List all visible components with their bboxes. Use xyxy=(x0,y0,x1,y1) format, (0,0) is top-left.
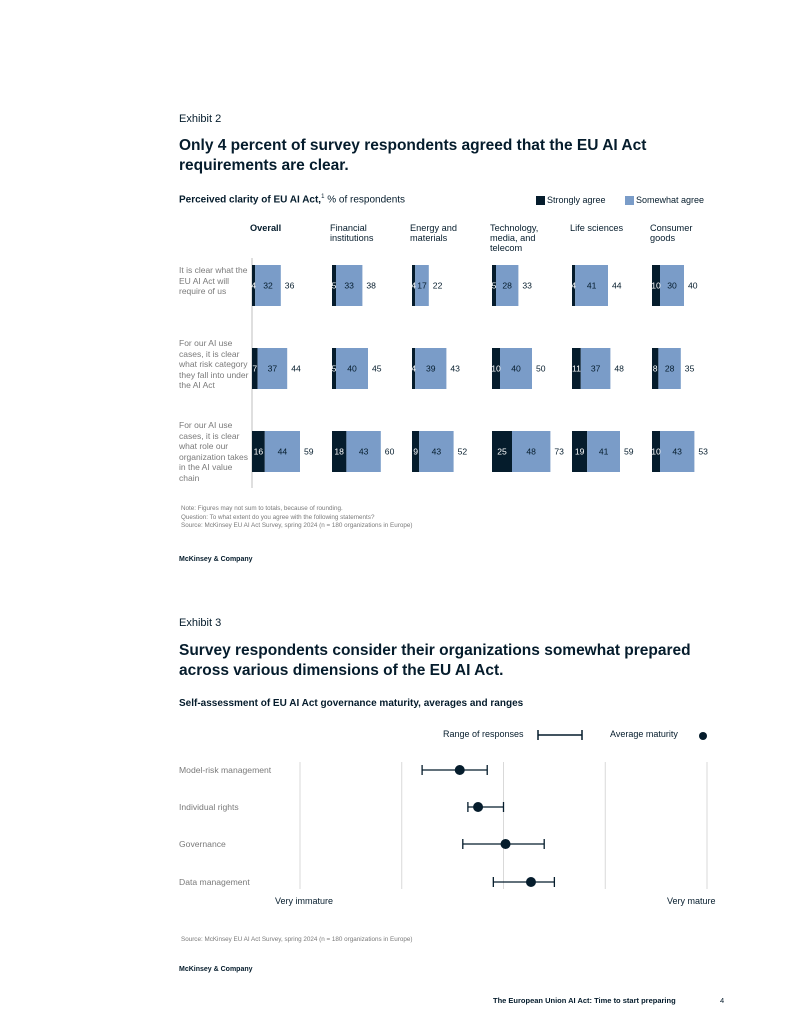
bar-label-strongly: 8 xyxy=(652,363,658,374)
legend-label: Somewhat agree xyxy=(636,195,705,205)
axis-label-right: Very mature xyxy=(667,896,716,906)
bar-label-strongly: 4 xyxy=(251,280,256,291)
bar-label-strongly: 19 xyxy=(574,446,585,457)
column-header: Consumer goods xyxy=(650,223,693,243)
bar-label-total: 50 xyxy=(536,363,546,374)
bar-label-strongly: 4 xyxy=(411,363,416,374)
bar-label-somewhat: 37 xyxy=(590,363,601,374)
bar-label-somewhat: 44 xyxy=(277,446,288,457)
bar-label-total: 22 xyxy=(432,280,443,291)
bar-label-somewhat: 43 xyxy=(358,446,369,457)
bar-label-total: 48 xyxy=(614,363,624,374)
maturity-row-label: Individual rights xyxy=(179,802,239,812)
average-dot xyxy=(526,877,536,887)
chart-subtitle-footnote: 1 xyxy=(321,194,325,200)
bar-label-total: 59 xyxy=(304,446,314,457)
bar-label-somewhat: 43 xyxy=(431,446,442,457)
brand-logo-text: McKinsey & Company xyxy=(179,966,253,973)
bar-label-somewhat: 17 xyxy=(417,280,427,291)
axis-label-left: Very immature xyxy=(275,896,334,906)
bar-label-strongly: 5 xyxy=(491,280,497,291)
exhibit-3-note: Source: McKinsey EU AI Act Survey, spring 2024 (n = 180 organizations in Europe) xyxy=(181,936,413,943)
bar-label-somewhat: 41 xyxy=(586,280,597,291)
bar-label-somewhat: 37 xyxy=(267,363,278,374)
brand-logo-text: McKinsey & Company xyxy=(179,556,253,563)
bar-label-total: 53 xyxy=(698,446,708,457)
bar-label-strongly: 25 xyxy=(497,446,507,457)
bar-label-total: 40 xyxy=(688,280,698,291)
bar-label-somewhat: 32 xyxy=(263,280,273,291)
bar-label-total: 38 xyxy=(366,280,376,291)
bar-label-strongly: 4 xyxy=(571,280,576,291)
exhibit-2-label: Exhibit 2 xyxy=(179,113,222,125)
bar-label-somewhat: 48 xyxy=(526,446,536,457)
bar-label-strongly: 10 xyxy=(651,280,661,291)
bar-label-total: 36 xyxy=(284,280,295,291)
average-dot xyxy=(455,765,465,775)
chart-subtitle-bold: Perceived clarity of EU AI Act, xyxy=(179,194,322,206)
maturity-row-label: Model-risk management xyxy=(179,765,272,775)
average-dot xyxy=(501,839,511,849)
bar-label-strongly: 5 xyxy=(331,363,337,374)
bar-label-total: 60 xyxy=(384,446,395,457)
bar-label-somewhat: 28 xyxy=(664,363,675,374)
bar-label-total: 44 xyxy=(291,363,301,374)
note-line: Question: To what extent do you agree with the following statements? xyxy=(181,513,375,521)
bar-label-strongly: 4 xyxy=(411,280,416,291)
column-header: Energy and materials xyxy=(410,223,457,243)
bar-label-strongly: 18 xyxy=(334,446,344,457)
bar-label-somewhat: 40 xyxy=(511,363,521,374)
bar-label-strongly: 10 xyxy=(651,446,661,457)
bar-label-strongly: 7 xyxy=(252,363,258,374)
exhibit-2-title: Only 4 percent of survey respondents agreed that the EU AI Act requirements are clear. xyxy=(179,137,647,174)
exhibit-3-label: Exhibit 3 xyxy=(179,617,222,629)
column-header: Financial institutions xyxy=(330,223,374,243)
column-header: Overall xyxy=(250,223,282,233)
page-number: 4 xyxy=(720,996,725,1005)
bar-label-strongly: 16 xyxy=(253,446,264,457)
exhibit-3-title: Survey respondents consider their organizations somewhat prepared across various dimensions of the EU AI Act. xyxy=(179,642,691,679)
bar-label-somewhat: 41 xyxy=(598,446,609,457)
column-header: Life sciences xyxy=(570,223,624,233)
column-header: Technology, media, and telecom xyxy=(490,223,539,253)
bar-label-total: 59 xyxy=(624,446,634,457)
bar-label-somewhat: 30 xyxy=(667,280,677,291)
note-line: Note: Figures may not sum to totals, because of rounding. xyxy=(181,505,343,512)
note-line: Source: McKinsey EU AI Act Survey, spring 2024 (n = 180 organizations in Europe) xyxy=(181,522,413,530)
average-dot xyxy=(473,802,483,812)
row-label: For our AI use cases, it is clear what risk category they fall into under the AI Act xyxy=(179,338,249,390)
legend-label: Strongly agree xyxy=(547,195,606,205)
bar-label-somewhat: 39 xyxy=(426,363,436,374)
bar-label-total: 73 xyxy=(554,446,564,457)
bar-label-somewhat: 40 xyxy=(347,363,357,374)
bar-label-strongly: 11 xyxy=(571,363,581,374)
chart-subtitle: Self-assessment of EU AI Act governance maturity, averages and ranges xyxy=(179,698,524,709)
bar-label-total: 44 xyxy=(612,280,622,291)
bar-label-total: 52 xyxy=(457,446,468,457)
bar-label-total: 45 xyxy=(372,363,382,374)
maturity-row-label: Governance xyxy=(179,839,226,849)
bar-label-total: 43 xyxy=(450,363,460,374)
legend-range-label: Range of responses xyxy=(443,729,524,739)
bar-label-strongly: 5 xyxy=(331,280,337,291)
bar-label-somewhat: 33 xyxy=(344,280,354,291)
bar-label-strongly: 10 xyxy=(491,363,501,374)
row-label: It is clear what the EU AI Act will require of us xyxy=(179,265,248,296)
row-label: For our AI use cases, it is clear what role our organization takes in the AI value chain xyxy=(179,420,248,483)
maturity-row-label: Data management xyxy=(179,877,250,887)
bar-label-total: 33 xyxy=(522,280,532,291)
bar-label-strongly: 9 xyxy=(413,446,418,457)
legend-average-label: Average maturity xyxy=(610,729,678,739)
bar-label-total: 35 xyxy=(684,363,695,374)
footer-title: The European Union AI Act: Time to start preparing xyxy=(493,996,676,1005)
bar-label-somewhat: 43 xyxy=(672,446,682,457)
chart-subtitle-unit: % of respondents xyxy=(324,194,406,206)
bar-label-somewhat: 28 xyxy=(502,280,512,291)
